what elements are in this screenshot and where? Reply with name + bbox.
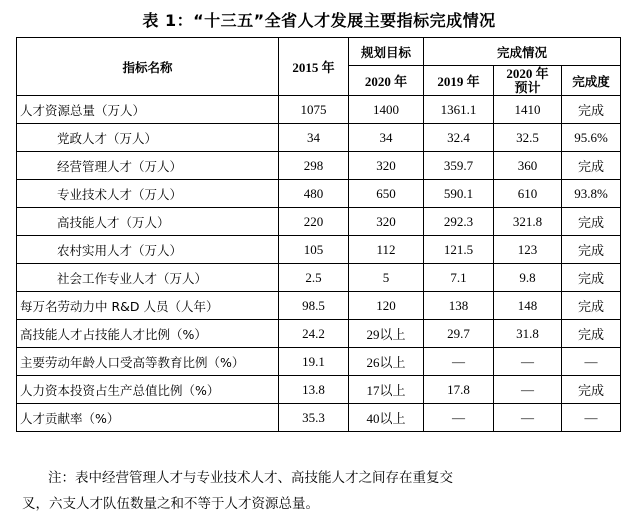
footnote-line-2: 叉，六支人才队伍数量之和不等于人才资源总量。 xyxy=(22,496,319,512)
completion-rate-cell: 完成 xyxy=(562,152,621,180)
indicator-name-cell: 农村实用人才（万人） xyxy=(17,236,279,264)
value-2015-cell: 220 xyxy=(279,208,349,236)
table-row xyxy=(17,264,621,292)
value-2019-cell: 359.7 xyxy=(424,152,494,180)
value-2020-estimate-cell: — xyxy=(494,348,562,376)
value-2020-estimate-cell: 321.8 xyxy=(494,208,562,236)
table-row xyxy=(17,320,621,348)
table-row xyxy=(17,348,621,376)
completion-rate-cell: 完成 xyxy=(562,320,621,348)
value-2019-cell: 121.5 xyxy=(424,236,494,264)
value-2019-cell: — xyxy=(424,348,494,376)
value-2020-estimate-cell: 9.8 xyxy=(494,264,562,292)
value-2015-cell: 34 xyxy=(279,124,349,152)
indicator-name-cell: 经营管理人才（万人） xyxy=(17,152,279,180)
header-2020-estimate-year: 2020 年 xyxy=(506,65,549,81)
value-2015-cell: 24.2 xyxy=(279,320,349,348)
table-row xyxy=(17,180,621,208)
completion-rate-cell: 完成 xyxy=(562,264,621,292)
header-2020-estimate-label: 预计 xyxy=(514,79,541,95)
value-2019-cell: 292.3 xyxy=(424,208,494,236)
value-2019-cell: 7.1 xyxy=(424,264,494,292)
header-indicator: 指标名称 xyxy=(17,38,279,96)
header-completion: 完成情况 xyxy=(424,38,621,66)
header-plan: 规划目标 xyxy=(349,38,424,66)
target-2020-cell: 320 xyxy=(349,208,424,236)
value-2019-cell: 590.1 xyxy=(424,180,494,208)
table-row xyxy=(17,208,621,236)
value-2015-cell: 19.1 xyxy=(279,348,349,376)
target-2020-cell: 34 xyxy=(349,124,424,152)
table-row xyxy=(17,124,621,152)
indicator-name-cell: 社会工作专业人才（万人） xyxy=(17,264,279,292)
value-2020-estimate-cell: — xyxy=(494,404,562,432)
value-2020-estimate-cell: 31.8 xyxy=(494,320,562,348)
header-2020-estimate xyxy=(494,66,562,96)
target-2020-cell: 40以上 xyxy=(349,404,424,432)
header-rate: 完成度 xyxy=(562,66,621,96)
target-2020-cell: 17以上 xyxy=(349,376,424,404)
value-2019-cell: 17.8 xyxy=(424,376,494,404)
target-2020-cell: 1400 xyxy=(349,96,424,124)
completion-rate-cell: 95.6% xyxy=(562,124,621,152)
value-2019-cell: — xyxy=(424,404,494,432)
value-2020-estimate-cell: — xyxy=(494,376,562,404)
target-2020-cell: 26以上 xyxy=(349,348,424,376)
value-2020-estimate-cell: 610 xyxy=(494,180,562,208)
completion-rate-cell: — xyxy=(562,404,621,432)
completion-rate-cell: 完成 xyxy=(562,376,621,404)
table-row xyxy=(17,236,621,264)
indicator-name-cell: 高技能人才占技能人才比例（%） xyxy=(17,320,279,348)
value-2020-estimate-cell: 123 xyxy=(494,236,562,264)
header-plan-2020: 2020 年 xyxy=(349,66,424,96)
table-row xyxy=(17,96,621,124)
indicator-name-cell: 人力资本投资占生产总值比例（%） xyxy=(17,376,279,404)
table-title: 表 1：“十三五”全省人才发展主要指标完成情况 xyxy=(142,11,496,30)
value-2015-cell: 1075 xyxy=(279,96,349,124)
target-2020-cell: 320 xyxy=(349,152,424,180)
table-row xyxy=(17,152,621,180)
value-2015-cell: 98.5 xyxy=(279,292,349,320)
value-2019-cell: 32.4 xyxy=(424,124,494,152)
target-2020-cell: 29以上 xyxy=(349,320,424,348)
value-2019-cell: 29.7 xyxy=(424,320,494,348)
target-2020-cell: 5 xyxy=(349,264,424,292)
indicator-name-cell: 专业技术人才（万人） xyxy=(17,180,279,208)
indicator-name-cell: 人才资源总量（万人） xyxy=(17,96,279,124)
indicator-name-cell: 每万名劳动力中 R&D 人员（人年） xyxy=(17,292,279,320)
footnote xyxy=(22,465,608,517)
footnote-line-1: 注：表中经营管理人才与专业技术人才、高技能人才之间存在重复交 xyxy=(48,470,453,486)
table-row xyxy=(17,404,621,432)
table-row xyxy=(17,376,621,404)
completion-rate-cell: — xyxy=(562,348,621,376)
indicator-name-cell: 人才贡献率（%） xyxy=(17,404,279,432)
value-2020-estimate-cell: 148 xyxy=(494,292,562,320)
value-2019-cell: 1361.1 xyxy=(424,96,494,124)
completion-rate-cell: 完成 xyxy=(562,208,621,236)
indicator-name-cell: 主要劳动年龄人口受高等教育比例（%） xyxy=(17,348,279,376)
header-2015: 2015 年 xyxy=(279,38,349,96)
value-2020-estimate-cell: 32.5 xyxy=(494,124,562,152)
target-2020-cell: 120 xyxy=(349,292,424,320)
value-2015-cell: 2.5 xyxy=(279,264,349,292)
value-2015-cell: 480 xyxy=(279,180,349,208)
completion-rate-cell: 完成 xyxy=(562,96,621,124)
value-2019-cell: 138 xyxy=(424,292,494,320)
value-2020-estimate-cell: 360 xyxy=(494,152,562,180)
completion-rate-cell: 93.8% xyxy=(562,180,621,208)
indicator-name-cell: 党政人才（万人） xyxy=(17,124,279,152)
value-2015-cell: 35.3 xyxy=(279,404,349,432)
header-2019: 2019 年 xyxy=(424,66,494,96)
indicator-name-cell: 高技能人才（万人） xyxy=(17,208,279,236)
value-2020-estimate-cell: 1410 xyxy=(494,96,562,124)
value-2015-cell: 13.8 xyxy=(279,376,349,404)
completion-rate-cell: 完成 xyxy=(562,236,621,264)
table-row xyxy=(17,292,621,320)
completion-rate-cell: 完成 xyxy=(562,292,621,320)
target-2020-cell: 112 xyxy=(349,236,424,264)
indicator-table xyxy=(16,37,621,432)
target-2020-cell: 650 xyxy=(349,180,424,208)
value-2015-cell: 105 xyxy=(279,236,349,264)
value-2015-cell: 298 xyxy=(279,152,349,180)
